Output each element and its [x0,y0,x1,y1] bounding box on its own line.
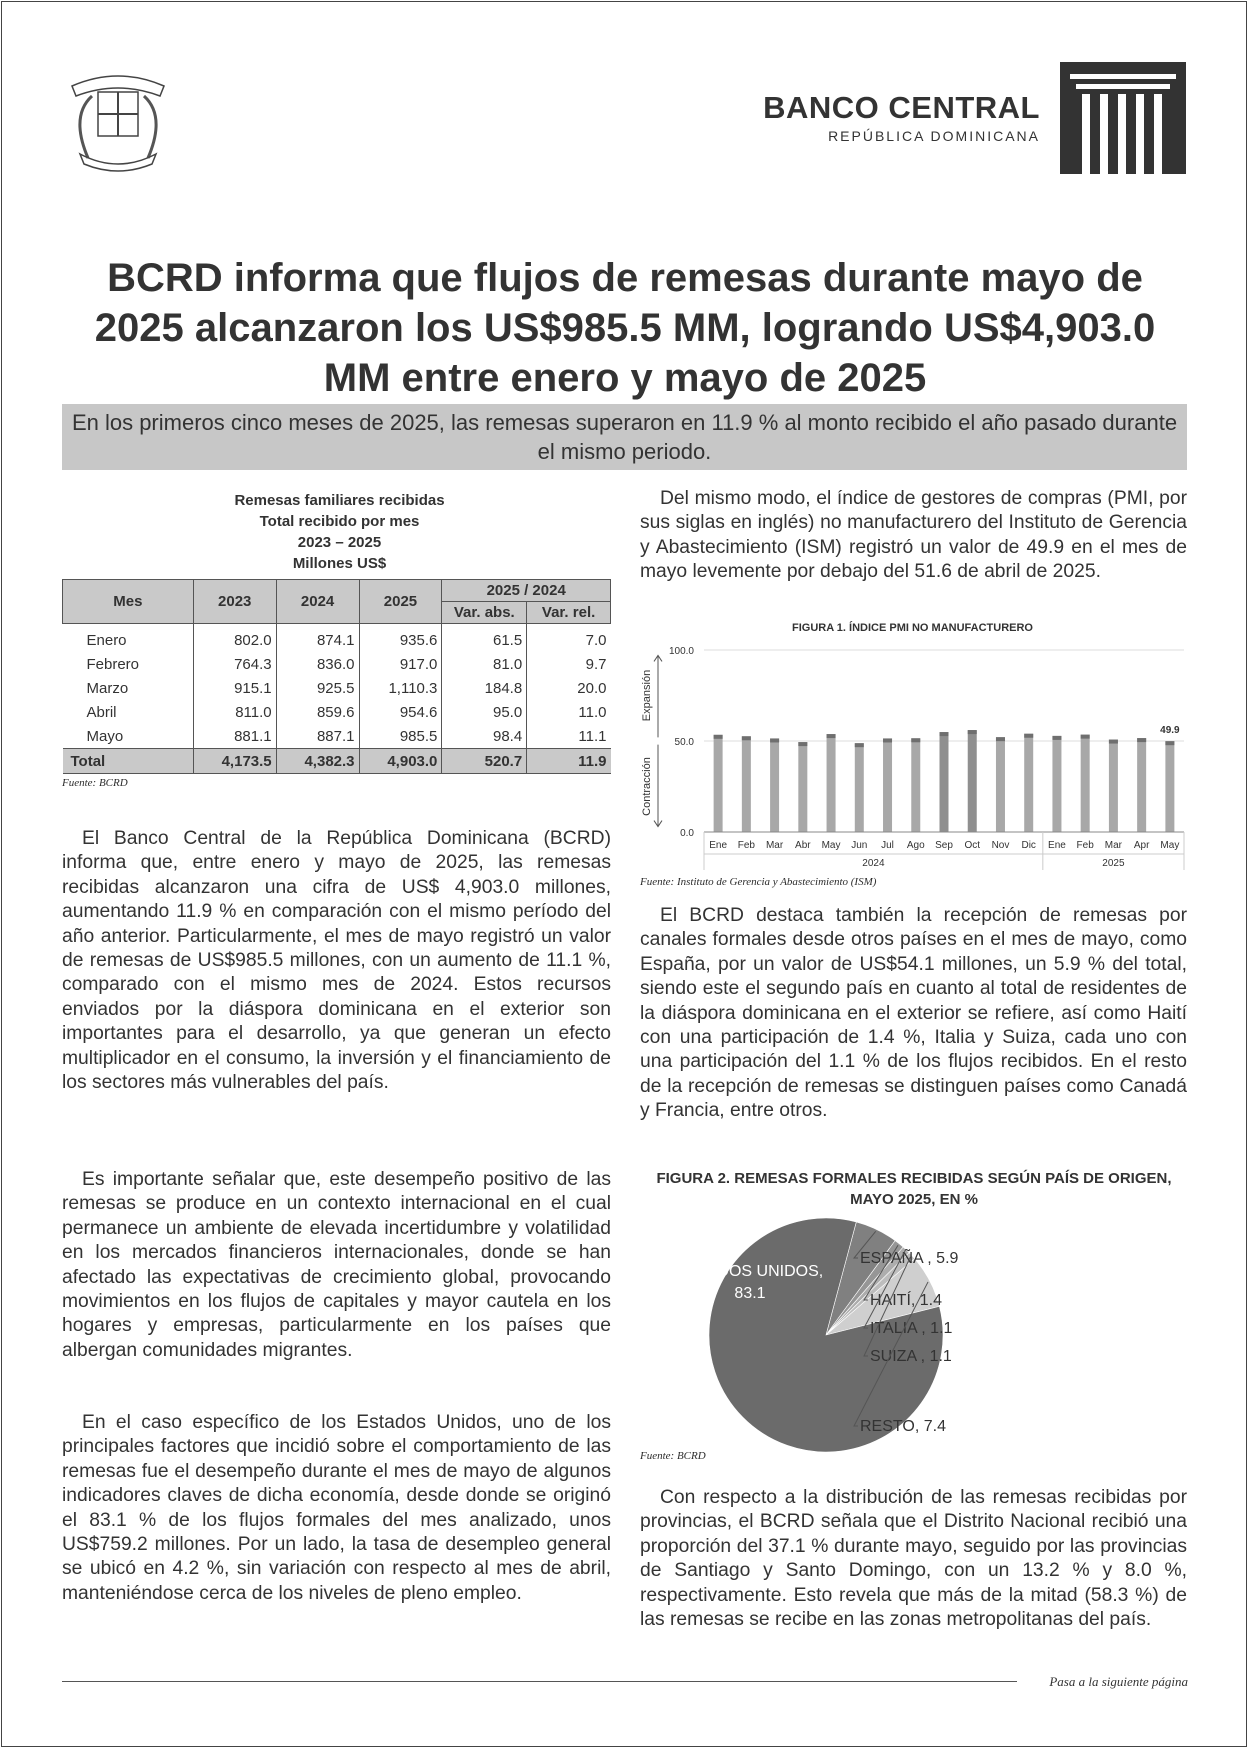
table-title-line: Remesas familiares recibidas [234,492,445,509]
table-row [63,724,611,749]
bar [968,730,977,832]
table-cell: 859.6 [276,700,359,724]
bank-logo-icon [1060,62,1186,174]
paragraph: En el caso específico de los Estados Unidos, uno de los principales factores que incidió sobre el comportamiento de las remesas fue el desempeño durante el mes de mayo de algunos indicadores claves de dicha economía, desde donde se originó el 83.1 % de los flujos formales del mes analizado, unos US$759.2 millones. Por un lado, la tasa de desempleo general se ubicó en 4.2 %, sin variación con respecto al mes de abril, manteniéndose cerca de los niveles de pleno empleo. [62,1412,611,1604]
paragraph: El Banco Central de la República Dominicana (BCRD) informa que, entre enero y mayo de 2025, las remesas recibidas alcanzaron una cifra de US$ 4,903.0 millones, aumentando 11.9 % en comparación con el mismo período del año anterior. Particularmente, el mes de mayo registró un valor de remesas de US$985.5 millones, con un aumento de 11.1 %, comparado con el mismo mes de 2024. Estos recursos enviados por la diáspora dominicana en el exterior son importantes para el desarrollo, ya que generan un efecto multiplicador en el consumo, la inversión y el financiamiento de los sectores más vulnerables del país. [62,828,611,1094]
x-tick-label: Ago [906,840,925,851]
table-title-line: Total recibido por mes [259,513,420,530]
table-cell: 802.0 [193,624,276,653]
year-group-label: 2025 [1102,858,1125,869]
paragraph: Con respecto a la distribución de las remesas recibidas por provincias, el BCRD señala que el Distrito Nacional recibió una proporción del 37.1 % durante mayo, seguido por las provincias de Santiago y Santo Domingo, con un 13.2 % y 8.0 %, respectivamente. Esto revela que más de la mitad (58.3 %) de las remesas se recibe en las zonas metropolitanas del país. [640,1487,1187,1631]
table-source: Fuente: BCRD [62,777,128,789]
table-total-row [63,749,611,774]
table-cell: 915.1 [193,676,276,700]
figure1-title: FIGURA 1. ÍNDICE PMI NO MANUFACTURERO [792,622,1033,634]
table-cell: 20.0 [527,676,611,700]
bar [883,738,892,832]
th-group: 2025 / 2024 [442,580,611,602]
th-2025: 2025 [359,580,442,624]
y-label-expansion: Expansión [641,669,653,722]
pie-outer-label: RESTO, 7.4 [860,1418,946,1435]
headline: BCRD informa que flujos de remesas durante mayo de 2025 alcanzaron los US$985.5 MM, logrando US$4,903.0 MM entre enero y mayo de 2025 [94,256,1156,400]
x-tick-label: Oct [964,840,981,851]
bar-cap [742,736,751,740]
bar [996,737,1005,832]
bar-cap [798,742,807,746]
table-cell: Marzo [86,679,129,697]
pie-outer-label: SUIZA , 1.1 [870,1348,952,1365]
x-tick-label: Mar [1104,840,1123,851]
table-cell: 925.5 [276,676,359,700]
x-tick-label: May [1160,840,1180,851]
pie-value-estados-unidos: 83.1 [734,1285,766,1302]
bar [911,738,920,832]
th-var-abs: Var. abs. [442,602,527,624]
table-cell: 7.0 [527,624,611,653]
x-tick-label: Mar [765,840,784,851]
table-cell: 95.0 [442,700,527,724]
table-cell: 954.6 [359,700,442,724]
table-cell: 4,173.5 [193,749,276,774]
paragraph: Es importante señalar que, este desempeño positivo de las remesas se produce en un contexto internacional en el cual permanece un ambiente de elevada incertidumbre y volatilidad en los mercados financieros internacionales, donde se han afectado las expectativas de crecimiento global, provocando movimientos en los flujos de capitales y mayor cautela en los hogares y empresas, particularmente en los países que albergan comunidades migrantes. [62,1169,611,1361]
pie-outer-label: HAITÍ, 1.4 [870,1292,943,1309]
x-tick-label: Feb [737,840,755,851]
table-row [63,652,611,676]
table-cell: 881.1 [193,724,276,749]
table-title-line: 2023 – 2025 [297,534,382,551]
table-cell: 9.7 [527,652,611,676]
table-cell: Enero [86,631,127,649]
bar-cap [855,743,864,747]
bar [1165,741,1174,832]
table-cell: 874.1 [276,624,359,653]
table-row [63,700,611,724]
x-tick-label: Abr [795,840,811,851]
table-row [63,676,611,700]
figure2-pie-chart [640,1216,1188,1456]
table-cell: 836.0 [276,652,359,676]
x-tick-label: Dic [1021,840,1036,851]
x-tick-label: Jun [851,840,868,851]
pie-label-estados-unidos: ESTADOS UNIDOS, [676,1263,824,1280]
table-cell: 184.8 [442,676,527,700]
table-cell: 11.1 [527,724,611,749]
x-tick-label: Apr [1133,840,1150,851]
table-cell: 811.0 [193,700,276,724]
bar [1024,734,1033,832]
y-tick-label: 0.0 [680,828,694,839]
table-cell: 61.5 [442,624,527,653]
bar-cap [827,734,836,738]
table-cell: 520.7 [442,749,527,774]
x-tick-label: Ene [1048,840,1066,851]
bar-cap [996,737,1005,741]
bar [714,735,723,832]
bar-cap [714,735,723,739]
table-cell: 11.0 [527,700,611,724]
data-label: 49.9 [1160,725,1180,737]
y-tick-label: 100.0 [668,646,694,657]
year-group-label: 2024 [862,858,885,869]
table-cell: 764.3 [193,652,276,676]
pie-outer-label: ESPAÑA , 5.9 [860,1250,959,1267]
coat-of-arms-emblem [62,66,174,174]
bar [798,742,807,832]
bar-cap [968,730,977,734]
bar-cap [1024,734,1033,738]
bar [1081,735,1090,832]
table-cell: 1,110.3 [359,676,442,700]
figure2-source: Fuente: BCRD [640,1450,706,1462]
remittances-table [62,579,611,774]
table-cell: 887.1 [276,724,359,749]
table-cell: 4,903.0 [359,749,442,774]
table-cell: Febrero [86,655,140,673]
bar [855,743,864,832]
table-cell: Mayo [86,727,124,745]
table-cell: 4,382.3 [276,749,359,774]
x-tick-label: Feb [1076,840,1094,851]
pie-outer-label: ITALIA , 1.1 [870,1320,953,1337]
bar-cap [1165,741,1174,745]
x-tick-label: Jul [881,840,894,851]
table-title-line: Millones US$ [292,555,387,572]
bar [742,736,751,832]
table-cell: 985.5 [359,724,442,749]
paragraph: El BCRD destaca también la recepción de remesas por canales formales desde otros países en el mes de mayo, como España, por un valor de US$54.1 millones, un 5.9 % del total, siendo este el segundo país en cuanto al total de residentes de la diáspora dominicana en el exterior se refiere, así como Haití con una participación de 1.4 %, Italia y Suiza, cada uno con una participación del 1.1 % de los flujos recibidos. En el resto de la recepción de remesas se distinguen países como Canadá y Francia, entre otros. [640,905,1187,1122]
th-mes: Mes [63,580,194,624]
bar-cap [770,738,779,742]
x-tick-label: Nov [991,840,1010,851]
bar [1137,738,1146,832]
bar-cap [883,738,892,742]
bar-cap [1137,738,1146,742]
table-title [62,490,617,574]
th-var-rel: Var. rel. [527,602,611,624]
bar-cap [1052,736,1061,740]
figure1-source: Fuente: Instituto de Gerencia y Abastecimiento (ISM) [640,876,877,888]
bank-brand [763,92,1040,144]
figure2-title: FIGURA 2. REMESAS FORMALES RECIBIDAS SEGÚN PAÍS DE ORIGEN, MAYO 2025, EN % [656,1170,1172,1208]
bar [770,738,779,832]
table-cell: Total [63,749,194,774]
table-cell: 11.9 [527,749,611,774]
footer-next-page: Pasa a la siguiente página [1049,1674,1188,1689]
table-cell: 98.4 [442,724,527,749]
bar-cap [1081,735,1090,739]
subheadline: En los primeros cinco meses de 2025, las remesas superaron en 11.9 % al monto recibido el año pasado durante el mismo periodo. [62,404,1187,470]
y-tick-label: 50.0 [674,737,694,748]
table-cell: 935.6 [359,624,442,653]
table-cell: 917.0 [359,652,442,676]
figure1-bar-chart [638,640,1188,870]
bar [827,734,836,832]
bank-name: BANCO CENTRAL [763,90,1040,125]
bar-cap [1109,740,1118,744]
paragraph: Del mismo modo, el índice de gestores de compras (PMI, por sus siglas en inglés) no manufacturero del Instituto de Gerencia y Abastecimiento (ISM) registró un valor de 49.9 en el mes de mayo levemente por debajo del 51.6 de abril de 2025. [640,488,1187,583]
bar-cap [911,738,920,742]
th-2024: 2024 [276,580,359,624]
table-cell: 81.0 [442,652,527,676]
bank-country: REPÚBLICA DOMINICANA [828,128,1040,144]
x-tick-label: Ene [709,840,728,851]
bar-cap [940,732,949,736]
table-row [63,624,611,653]
th-2023: 2023 [193,580,276,624]
x-tick-label: May [821,840,841,851]
footer-divider [62,1681,1017,1682]
x-tick-label: Sep [935,840,953,851]
y-label-contraction: Contracción [641,757,653,816]
bar [1052,736,1061,832]
bar [1109,740,1118,832]
table-cell: Abril [86,703,117,721]
bar [940,732,949,832]
